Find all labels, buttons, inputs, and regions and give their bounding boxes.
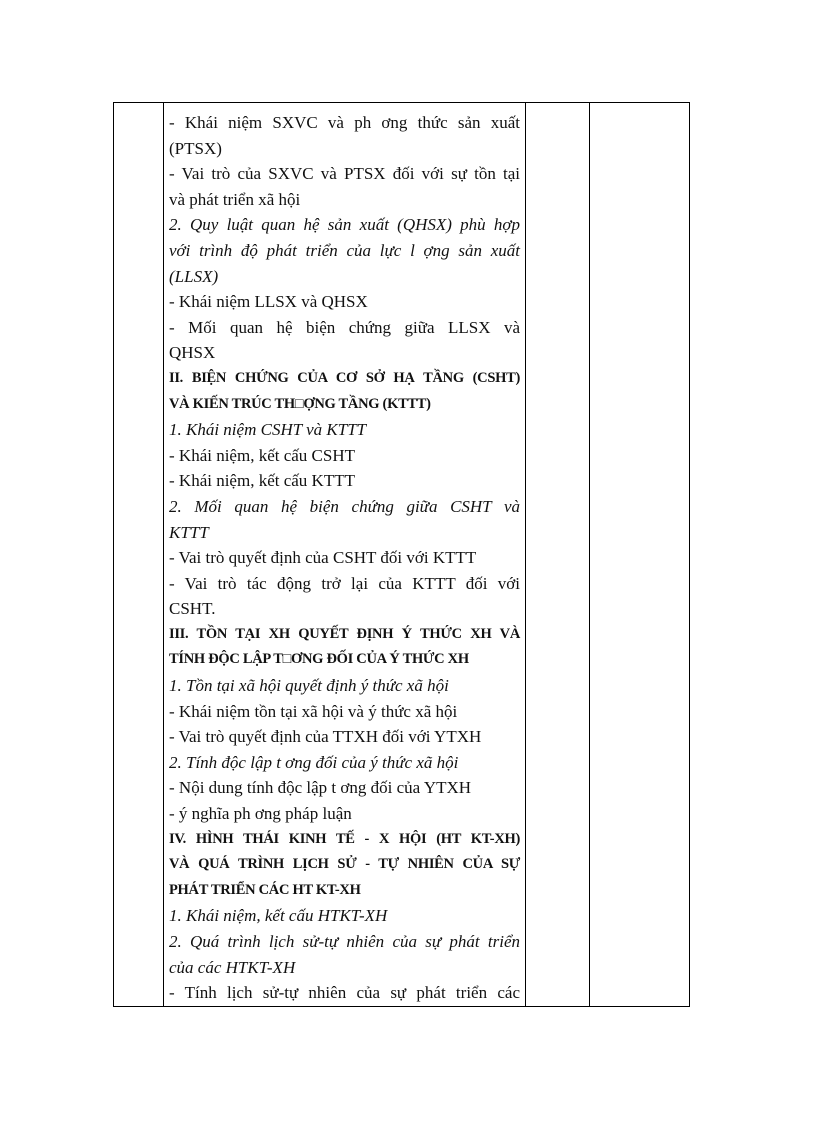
subsection-title-line: 2. Quá trình lịch sử-tự nhiên của sự phát triển <box>169 932 520 951</box>
subsection-title-line: 2. Tính độc lập t ơng đối của ý thức xã hội <box>169 752 459 772</box>
section-heading-line: II. BIỆN CHỨNG CỦA CƠ SỞ HẠ TẦNG (CSHT) <box>169 369 520 386</box>
empty-cell-right <box>590 103 690 1007</box>
empty-cell-middle <box>526 103 590 1007</box>
content-cell <box>164 103 526 1007</box>
text-line: - Vai trò quyết định của TTXH đối với YTXH <box>169 727 482 747</box>
section-heading-line: III. TỒN TẠI XH QUYẾT ĐỊNH Ý THỨC XH VÀ <box>169 625 520 642</box>
text-line: - Khái niệm SXVC và ph ơng thức sản xuất <box>169 113 520 132</box>
table-row <box>114 103 690 1007</box>
section-heading-line: TÍNH ĐỘC LẬP T□ƠNG ĐỐI CỦA Ý THỨC XH <box>169 651 469 668</box>
subsection-title-line: 1. Khái niệm CSHT và KTTT <box>169 420 367 440</box>
text-line: - Vai trò của SXVC và PTSX đối với sự tồn tại <box>169 164 520 184</box>
text-line: - Nội dung tính độc lập t ơng đối của YTXH <box>169 778 472 798</box>
content-lines <box>164 103 525 1006</box>
text-line: - Vai trò quyết định của CSHT đối với KTTT <box>169 548 477 568</box>
text-line: và phát triển xã hội <box>169 189 301 209</box>
empty-cell-left <box>114 103 164 1007</box>
text-line: - Khái niệm, kết cấu KTTT <box>169 471 355 491</box>
text-line: QHSX <box>169 343 216 363</box>
text-line: - Khái niệm, kết cấu CSHT <box>169 445 356 465</box>
document-table <box>113 102 690 1007</box>
subsection-title-line: (LLSX) <box>169 266 219 286</box>
section-heading-line: VÀ KIẾN TRÚC TH□ỢNG TẦNG (KTTT) <box>169 395 431 412</box>
subsection-title-line: 2. Quy luật quan hệ sản xuất (QHSX) phù hợp <box>169 215 520 235</box>
text-line: (PTSX) <box>169 138 222 158</box>
section-heading-line: IV. HÌNH THÁI KINH TẾ - X HỘI (HT KT-XH) <box>169 830 520 847</box>
text-line: - Mối quan hệ biện chứng giữa LLSX và <box>169 317 520 337</box>
text-line: - ý nghĩa ph ơng pháp luận <box>169 804 352 824</box>
text-line: - Khái niệm LLSX và QHSX <box>169 292 368 312</box>
subsection-title-line: 1. Tồn tại xã hội quyết định ý thức xã hội <box>169 676 449 696</box>
subsection-title-line: của các HTKT-XH <box>169 957 296 977</box>
text-line: - Vai trò tác động trở lại của KTTT đối với <box>169 573 520 593</box>
text-line: - Khái niệm tồn tại xã hội và ý thức xã hội <box>169 701 458 721</box>
subsection-title-line: với trình độ phát triển của lực l ợng sản xuất <box>169 240 520 260</box>
section-heading-line: VÀ QUÁ TRÌNH LỊCH SỬ - TỰ NHIÊN CỦA SỰ <box>169 856 520 873</box>
subsection-title-line: 2. Mối quan hệ biện chứng giữa CSHT và <box>169 496 520 516</box>
subsection-title-line: KTTT <box>169 522 209 542</box>
subsection-title-line: 1. Khái niệm, kết cấu HTKT-XH <box>169 906 388 926</box>
section-heading-line: PHÁT TRIỂN CÁC HT KT-XH <box>169 881 361 898</box>
text-line: CSHT. <box>169 599 216 619</box>
text-line: - Tính lịch sử-tự nhiên của sự phát triển các <box>169 983 520 1003</box>
